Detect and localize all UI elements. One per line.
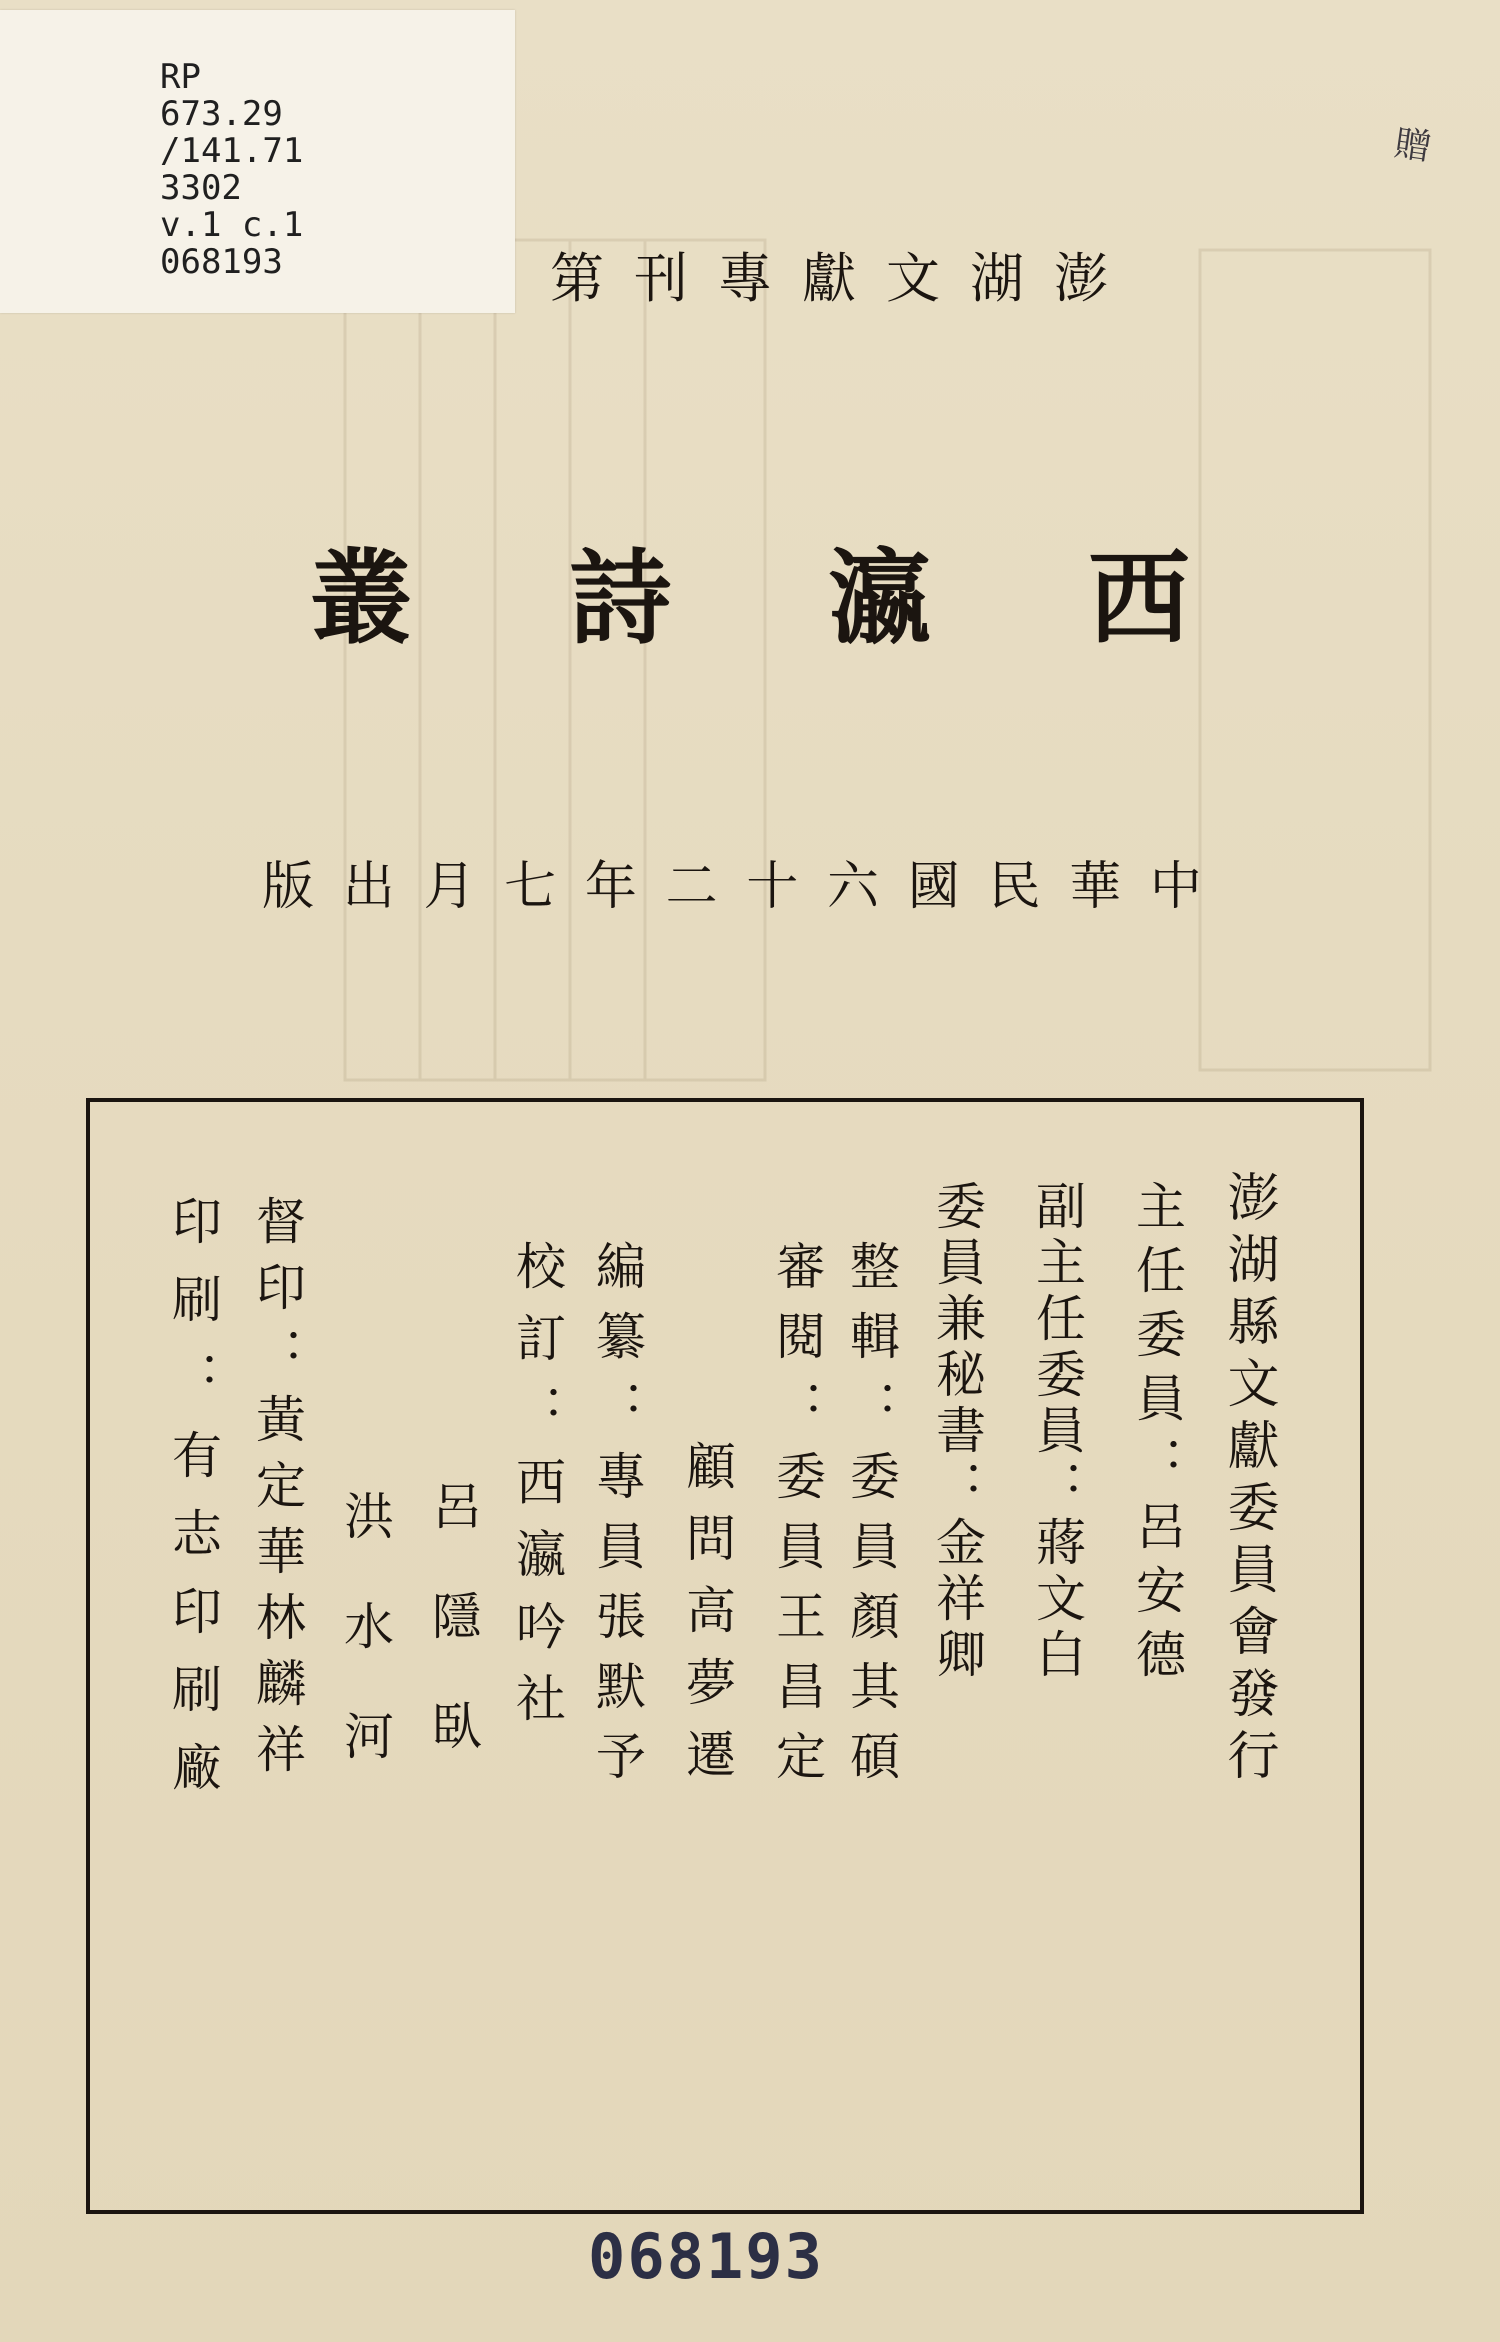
proofreading-line: 校訂：西瀛吟社 xyxy=(508,1240,566,1744)
date-char: 國 xyxy=(907,857,960,917)
call-number-line-1: RP xyxy=(160,57,201,97)
series-char: 湖 xyxy=(970,247,1054,310)
advisor-line: 顧問高夢遷 xyxy=(678,1440,736,1800)
date-char: 七 xyxy=(504,857,557,917)
date-char: 六 xyxy=(827,857,880,917)
date-char: 二 xyxy=(665,857,718,917)
date-char: 月 xyxy=(423,857,476,917)
series-char: 刊 xyxy=(634,247,718,310)
vice-chairman-line: 副主任委員：蔣文白 xyxy=(1028,1180,1086,1684)
secretary-line: 委員兼秘書：金祥卿 xyxy=(928,1180,986,1684)
compilation-line: 整輯：委員顏其碩 xyxy=(842,1240,900,1800)
date-char: 出 xyxy=(342,857,395,917)
publisher-line: 澎湖縣文獻委員會發行 xyxy=(1218,1170,1278,1790)
title-char: 叢 xyxy=(310,539,412,659)
title-char: 瀛 xyxy=(828,539,931,659)
supervision-line: 督印：黃定華林麟祥 xyxy=(248,1195,306,1789)
series-char: 澎 xyxy=(1054,247,1138,310)
chairman-line: 主任委員：呂安德 xyxy=(1128,1180,1186,1692)
proof-member-1: 呂隱臥 xyxy=(424,1480,482,1810)
series-title xyxy=(550,236,1138,313)
series-char: 獻 xyxy=(802,247,886,310)
proof-member-2: 洪水河 xyxy=(336,1490,394,1820)
series-char: 第 xyxy=(550,247,634,310)
call-number-line-6: 068193 xyxy=(160,242,283,282)
date-char: 中 xyxy=(1149,857,1202,917)
date-char: 華 xyxy=(1069,857,1122,917)
donation-stamp: 贈 xyxy=(1391,123,1434,169)
date-char: 版 xyxy=(262,857,315,917)
editing-line: 編纂：專員張默予 xyxy=(588,1240,646,1800)
date-char: 民 xyxy=(988,857,1041,917)
series-char: 文 xyxy=(886,247,970,310)
accession-number: 068193 xyxy=(588,2220,824,2293)
call-number-line-3: /141.71 xyxy=(160,131,304,171)
library-catalog-label xyxy=(0,10,515,313)
series-char: 專 xyxy=(718,247,802,310)
title-char: 詩 xyxy=(569,539,672,659)
book-title xyxy=(310,518,1190,659)
date-char: 十 xyxy=(746,857,799,917)
publication-date xyxy=(262,844,1202,916)
printing-line: 印刷：有志印刷廠 xyxy=(164,1195,222,1819)
review-line: 審閱：委員王昌定 xyxy=(768,1240,826,1800)
call-number-line-5: v.1 c.1 xyxy=(160,205,304,245)
call-number-line-2: 673.29 xyxy=(160,94,283,134)
title-char: 西 xyxy=(1087,539,1190,659)
call-number-line-4: 3302 xyxy=(160,168,242,208)
date-char: 年 xyxy=(584,857,637,917)
